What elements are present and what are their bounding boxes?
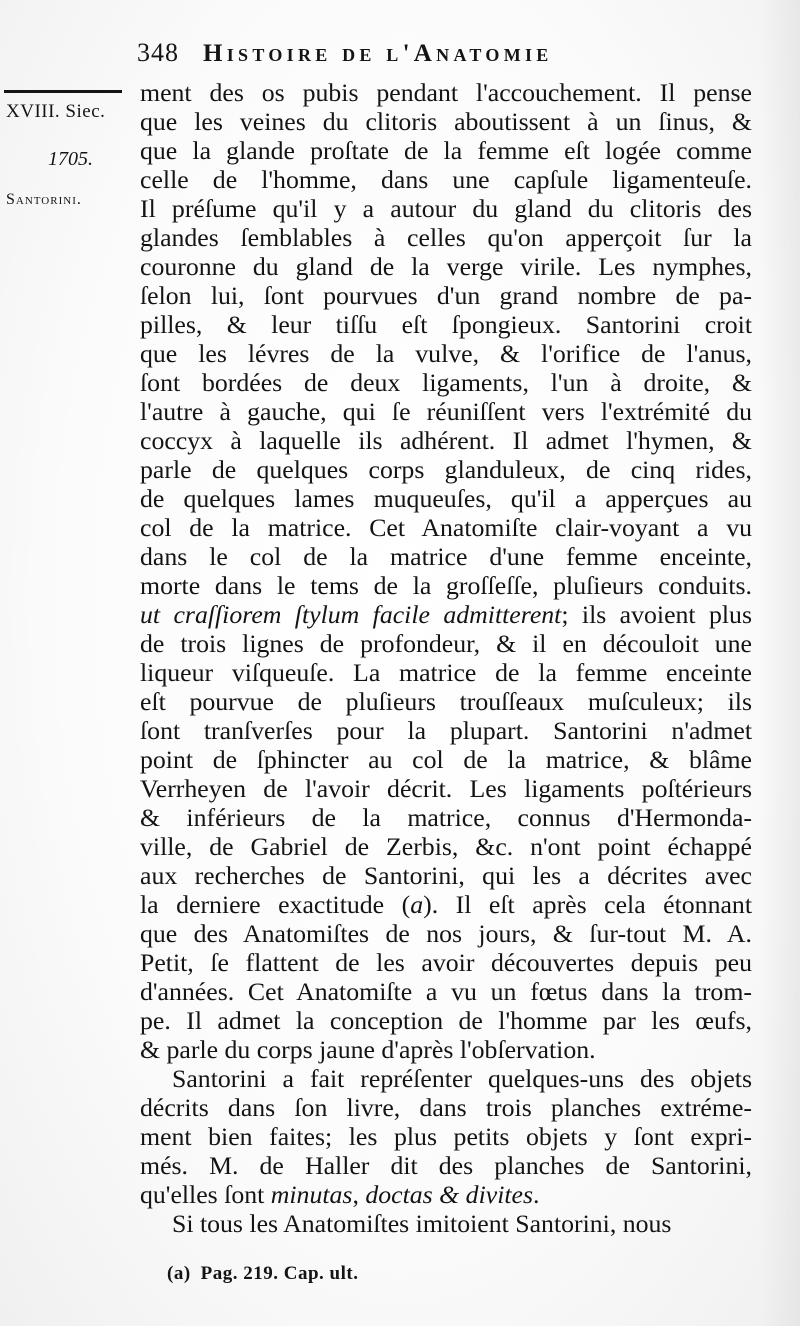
text-segment: Il préſume qu'il y a autour du gland du clitoris des [140,194,752,223]
text-segment: de trois lignes de profondeur, & il en découloit une [140,629,752,658]
text-segment: coccyx à laquelle ils adhérent. Il admet l'hymen, & [140,426,752,455]
text-segment: eſt pourvue de pluſieurs trouſſeaux muſculeux; ils [140,687,752,716]
text-line [140,426,752,455]
text-segment: Si tous les Anatomiſtes imitoient Santorini, nous [172,1209,672,1238]
text-line [140,165,752,194]
text-segment: dans le col de la matrice d'une femme enceinte, [140,542,752,571]
text-segment: qu'elles ſont [140,1180,271,1209]
text-line [140,571,752,600]
text-segment: d'années. Cet Anatomiſte a vu un fœtus dans la trom- [140,977,752,1006]
text-segment: & parle du corps jaune d'après l'obſervation. [140,1035,596,1064]
text-line [140,716,752,745]
text-segment: pe. Il admet la conception de l'homme par les œufs, [140,1006,752,1035]
text-line [140,339,752,368]
text-line [140,919,752,948]
text-line [140,1006,752,1035]
text-segment: que des Anatomiſtes de nos jours, & ſur-tout M. A. [140,919,752,948]
margin-note-year: 1705. [48,148,93,170]
page-number: 348 [137,38,179,67]
footnote-marker: (a) [167,1263,191,1284]
text-line [140,542,752,571]
text-line [140,136,752,165]
text-segment: que la glande proſtate de la femme eſt logée comme [140,136,752,165]
text-segment: & inférieurs de la matrice, connus d'Hermonda- [140,803,752,832]
text-line [140,368,752,397]
text-segment: Santorini a fait repréſenter quelques-uns des objets [172,1064,752,1093]
text-segment: Petit, ſe flattent de les avoir découvertes depuis peu [140,948,752,977]
text-line [140,310,752,339]
text-segment: ). Il eſt après cela étonnant [423,890,752,919]
footnote-text: Pag. 219. Cap. ult. [200,1263,359,1284]
body-text [140,78,752,1238]
text-line [140,977,752,1006]
text-segment: parle de quelques corps glanduleux, de cinq rides, [140,455,752,484]
margin-note-author: Santorini. [6,191,82,208]
text-line [140,513,752,542]
text-segment: ment des os pubis pendant l'accouchement. Il pense [140,78,752,107]
text-line [140,252,752,281]
page-shading [760,0,800,1326]
text-segment: aux recherches de Santorini, qui les a décrites avec [140,861,752,890]
footnote [167,1263,358,1285]
text-line [140,1035,752,1064]
text-line [140,600,752,629]
text-line [140,194,752,223]
italic-phrase: minutas [270,1180,353,1209]
text-line [140,107,752,136]
text-line [140,1151,752,1180]
text-line [140,803,752,832]
text-segment: celle de l'homme, dans une capſule ligamenteuſe. [140,165,752,194]
text-segment: ville, de Gabriel de Zerbis, &c. n'ont point échappé [140,832,752,861]
text-segment: décrits dans ſon livre, dans trois planches extréme- [140,1093,752,1122]
text-segment: de quelques lames muqueuſes, qu'il a apperçues au [140,484,752,513]
text-line [140,687,752,716]
text-line [140,745,752,774]
text-line [140,948,752,977]
text-segment: , [352,1180,366,1209]
text-line [140,455,752,484]
text-line [140,832,752,861]
text-segment: couronne du gland de la verge virile. Les nymphes, [140,252,752,281]
text-segment: ; ils avoient plus [561,600,752,629]
text-line [140,1209,752,1238]
text-segment: . [533,1180,540,1209]
text-line [140,78,752,107]
text-segment: la derniere exactitude ( [140,890,411,919]
text-line [140,223,752,252]
text-segment: l'autre à gauche, qui ſe réuniſſent vers l'extrémité du [140,397,752,426]
text-line [140,1180,752,1209]
text-line [140,774,752,803]
text-line [140,1122,752,1151]
text-segment: glandes ſemblables à celles qu'on apperçoit ſur la [140,223,752,252]
text-segment: pilles, & leur tiſſu eſt ſpongieux. Santorini croit [140,310,752,339]
italic-phrase: a [410,890,424,919]
text-line [140,1064,752,1093]
text-segment: ſelon lui, ſont pourvues d'un grand nombre de pa- [140,281,752,310]
text-line [140,1093,752,1122]
text-segment: ment bien faites; les plus petits objets y ſont expri- [140,1122,752,1151]
text-line [140,658,752,687]
text-segment: col de la matrice. Cet Anatomiſte clair-voyant a vu [140,513,752,542]
text-segment: més. M. de Haller dit des planches de Santorini, [140,1151,752,1180]
text-line [140,281,752,310]
running-header [137,38,697,74]
text-line [140,397,752,426]
margin-rule [4,90,122,93]
text-segment: morte dans le tems de la groſſeſſe, pluſieurs conduits. [140,571,752,600]
text-segment: liqueur viſqueuſe. La matrice de la femme enceinte [140,658,752,687]
text-segment: ſont tranſverſes pour la plupart. Santorini n'admet [140,716,752,745]
text-line [140,629,752,658]
text-line [140,890,752,919]
running-title: Histoire de l'Anatomie [203,40,553,67]
text-segment: que les veines du clitoris aboutissent à un ſinus, & [140,107,752,136]
text-segment: que les lévres de la vulve, & l'orifice de l'anus, [140,339,752,368]
text-line [140,861,752,890]
italic-phrase: ut craſſiorem ſtylum facile admitterent [140,600,562,629]
text-segment: ſont bordées de deux ligaments, l'un à droite, & [140,368,752,397]
margin-note-century: XVIII. Siec. [6,101,106,122]
italic-phrase: doctas & divites [365,1180,534,1209]
text-segment: Verrheyen de l'avoir décrit. Les ligaments poſtérieurs [140,774,752,803]
text-segment: point de ſphincter au col de la matrice, & blâme [140,745,752,774]
text-line [140,484,752,513]
